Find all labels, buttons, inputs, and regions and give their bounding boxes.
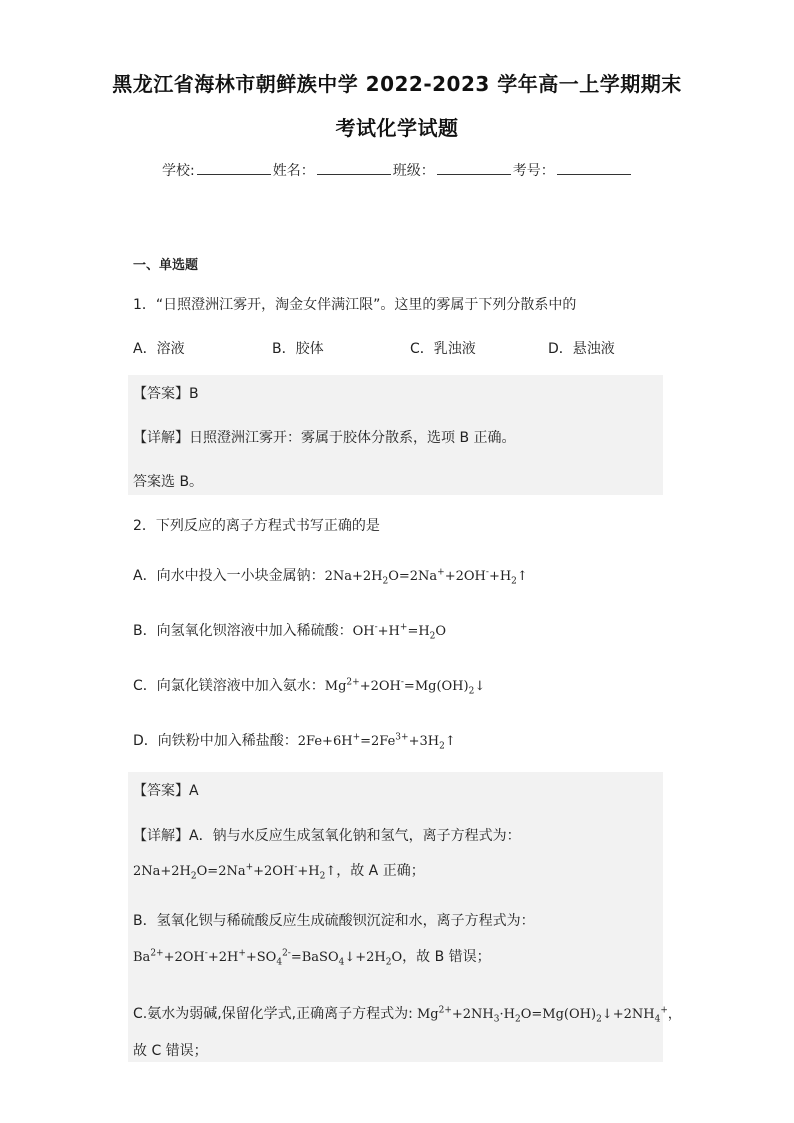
q2-option-b-equation: $OH^-+H^+=H_2O$ bbox=[352, 622, 447, 642]
student-info-row bbox=[162, 160, 633, 180]
q2-detail-2-equation: $Ba^{2+}+2OH^-+2H^++SO_4^{2-}=BaSO_4↓+2H_2O$ bbox=[133, 948, 403, 968]
class-blank bbox=[437, 160, 511, 175]
name-label: 姓名： bbox=[272, 163, 315, 179]
title-line-1: 黑龙江省海林市朝鲜族中学 2022-2023 学年高一上学期期末 bbox=[112, 72, 682, 96]
q2-stem: 2．下列反应的离子方程式书写正确的是 bbox=[133, 518, 380, 534]
section-heading: 一、单选题 bbox=[133, 258, 199, 273]
q2-option-a-equation: $2Na+2H_2O=2Na^++2OH^-+H_2↑$ bbox=[324, 567, 528, 587]
school-blank bbox=[197, 160, 271, 175]
q2-detail-3-tail: 故 C 错误； bbox=[133, 1043, 208, 1059]
q2-option-a bbox=[133, 565, 528, 585]
q2-detail-2: B．氢氧化钡与稀硫酸反应生成硫酸钡沉淀和水，离子方程式为： bbox=[133, 913, 535, 929]
q2-answer: 【答案】A bbox=[133, 783, 199, 799]
number-blank bbox=[557, 160, 631, 175]
name-blank bbox=[317, 160, 391, 175]
q2-detail-1-equation-line bbox=[133, 860, 425, 880]
q2-option-c bbox=[133, 675, 485, 695]
q2-option-d-equation: $2Fe+6H^+=2Fe^{3+}+3H_2↑$ bbox=[297, 732, 456, 752]
q2-detail-1: 【详解】A．钠与水反应生成氢氧化钠和氢气，离子方程式为： bbox=[133, 828, 521, 844]
q1-option-d: D．悬浊液 bbox=[548, 341, 615, 357]
title-line-2: 考试化学试题 bbox=[335, 116, 459, 140]
q2-option-d bbox=[133, 730, 456, 750]
q1-answer: 【答案】B bbox=[133, 386, 199, 402]
q2-option-a-text: A．向水中投入一小块金属钠： bbox=[133, 568, 325, 584]
q1-option-b: B．胶体 bbox=[272, 341, 324, 357]
q2-option-c-text: C．向氯化镁溶液中加入氨水： bbox=[133, 678, 325, 694]
q2-option-b-text: B．向氢氧化钡溶液中加入稀硫酸： bbox=[133, 623, 353, 639]
q1-option-c: C．乳浊液 bbox=[410, 341, 476, 357]
q1-stem: 1．“日照澄洲江雾开，淘金女伴满江限”。这里的雾属于下列分散系中的 bbox=[133, 297, 577, 313]
q1-option-a: A．溶液 bbox=[133, 341, 185, 357]
q2-detail-3: C.氨水为弱碱,保留化学式,正确离子方程式为: bbox=[133, 1006, 413, 1022]
number-label: 考号： bbox=[512, 163, 555, 179]
q2-detail-1-equation: $2Na+2H_2O=2Na^++2OH^-+H_2↑$ bbox=[133, 862, 337, 882]
q2-option-b bbox=[133, 620, 446, 640]
q2-detail-3-line bbox=[133, 1003, 681, 1023]
school-label: 学校: bbox=[162, 163, 195, 179]
q2-option-d-text: D．向铁粉中加入稀盐酸： bbox=[133, 733, 298, 749]
q2-detail-3-equation: $Mg^{2+}+2NH_3\cdot H_2O=Mg(OH)_2↓+2NH_4^+$， bbox=[412, 1005, 681, 1025]
q1-conclusion: 答案选 B。 bbox=[133, 474, 204, 490]
q2-detail-1-tail: ，故 A 正确； bbox=[336, 863, 425, 879]
q1-detail: 【详解】日照澄洲江雾开：雾属于胶体分散系，选项 B 正确。 bbox=[133, 430, 516, 446]
q2-detail-2-equation-line bbox=[133, 946, 491, 966]
q2-option-c-equation: $Mg^{2+}+2OH^-=Mg(OH)_2↓$ bbox=[324, 677, 486, 697]
q2-detail-2-tail: ，故 B 错误； bbox=[402, 949, 491, 965]
class-label: 班级： bbox=[392, 163, 435, 179]
